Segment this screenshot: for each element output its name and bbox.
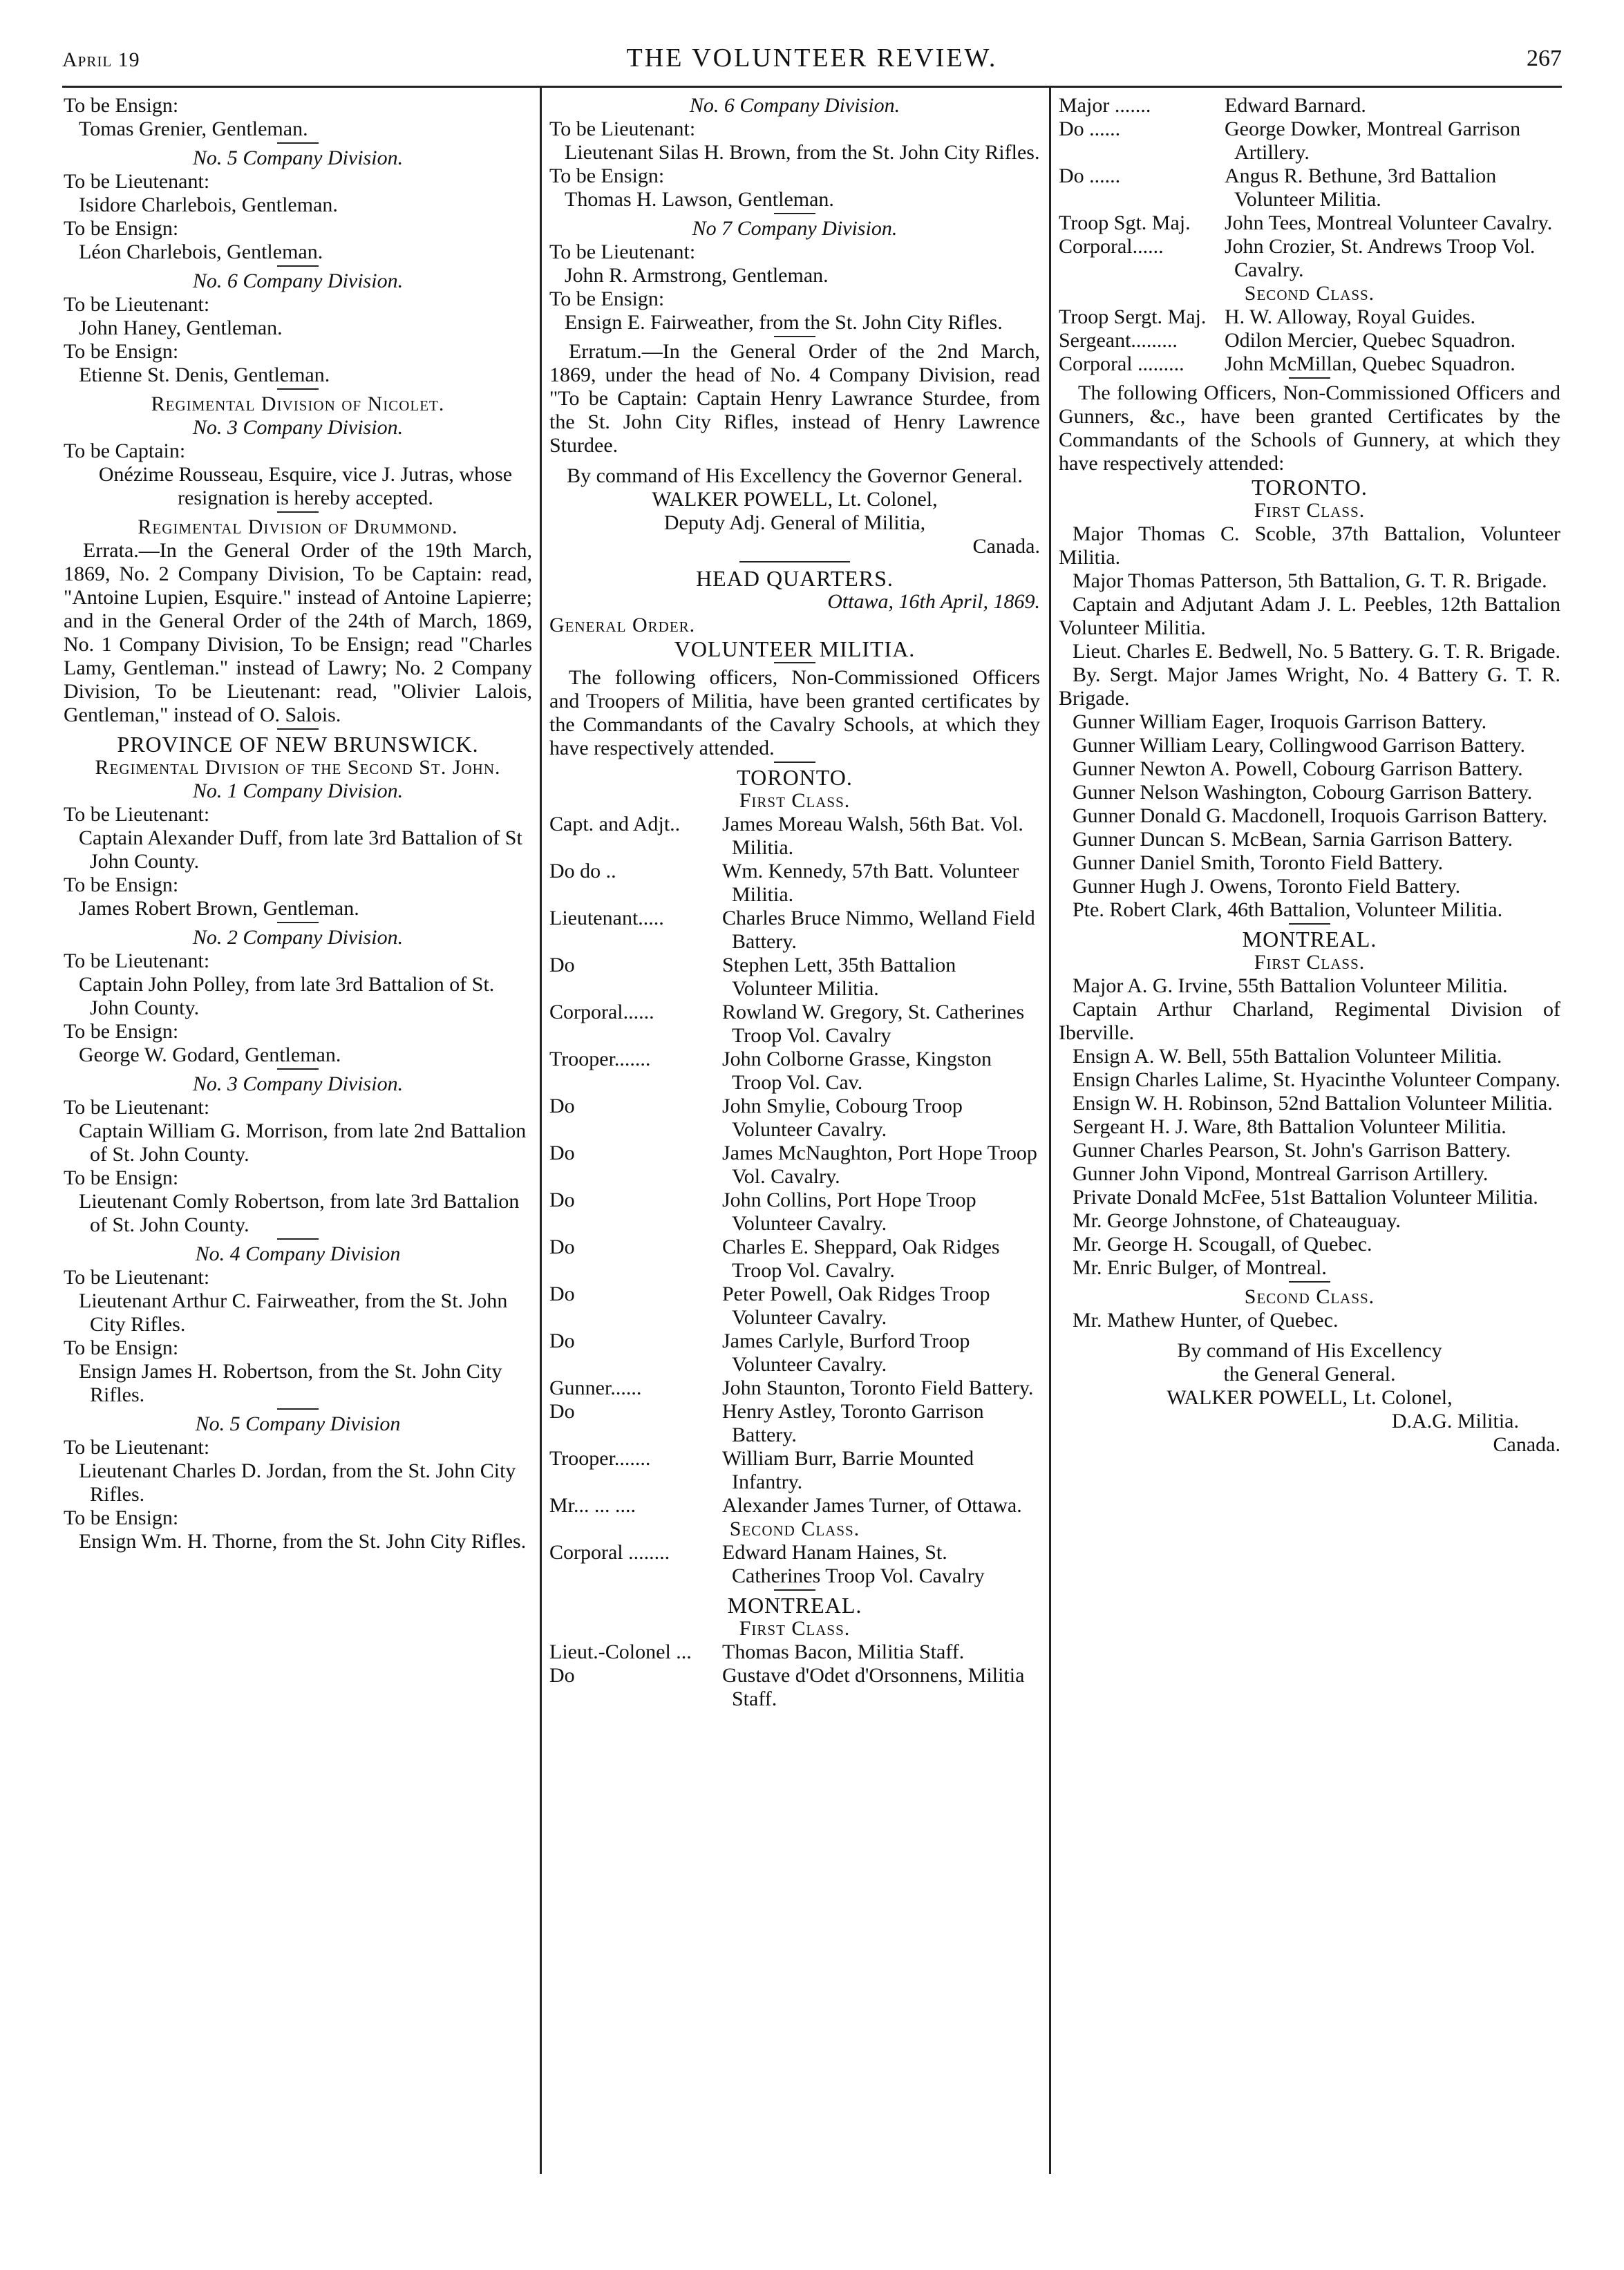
section-heading: No. 3 Company Division. [192,1072,404,1095]
erratum-paragraph: Erratum.—In the General Order of the 2nd March, 1869, under the head of No. 4 Company Division, read "To be Captain: Captain Henry Lawrance Sturdee, from the St. John City Rifles, instead of Henry Lawrence Sturdee. [549,340,1040,457]
holder-name: John Staunton, Toronto Field Battery. [722,1377,1034,1399]
separator [1289,1281,1330,1283]
rank-label: Do ...... [1059,164,1121,187]
holder-name: Peter Powell, Oak Ridges Troop Volunteer Cavalry. [722,1283,990,1329]
rank-label: Do [549,1330,575,1352]
holder-name: Charles Bruce Nimmo, Welland Field Battery. [722,907,1035,953]
holder-name: George Dowker, Montreal Garrison Artillery. [1225,117,1521,164]
appointment-entry: John R. Armstrong, Gentleman. [565,264,829,287]
holder-name: John Crozier, St. Andrews Troop Vol. Cavalry. [1225,235,1536,281]
gunnery-entry: Gunner Duncan S. McBean, Sarnia Garrison Battery. [1073,828,1513,851]
appointment-entry: Ensign James H. Robertson, from the St. John City Rifles. [79,1360,502,1406]
certificate-row [549,1048,1040,1095]
certificate-row [1059,117,1560,164]
gunnery-entry: Sergeant H. J. Ware, 8th Battalion Volunteer Militia. [1073,1115,1507,1138]
appointment-entry: Onézime Rousseau, Esquire, vice J. Jutras, whose resignation is hereby accepted. [98,463,513,509]
column-2 [549,94,1040,1711]
appointment-entry: George W. Godard, Gentleman. [79,1043,341,1066]
gunnery-list [1059,522,1560,922]
rank-label: Do [549,1664,575,1687]
city-heading: MONTREAL. [727,1593,862,1618]
hq-heading: HEAD QUARTERS. [696,566,894,591]
gunnery-entry: Gunner William Leary, Collingwood Garrison Battery. [1073,734,1526,757]
separator [774,213,815,214]
separator [277,728,319,730]
certificate-row [549,813,1040,860]
section-heading: No. 4 Company Division [195,1242,401,1265]
class-heading: Second Class. [729,1517,860,1540]
appointment-label: To be Ensign: [64,1020,179,1043]
gunnery-entry: Gunner Newton A. Powell, Cobourg Garrison Battery. [1073,757,1523,780]
separator [277,1068,319,1070]
certificate-row [549,1664,1040,1711]
class-heading: Second Class. [1244,282,1375,305]
holder-name: Alexander James Turner, of Ottawa. [722,1494,1022,1517]
appointment-label: To be Ensign: [549,164,665,187]
holder-name: John Colborne Grasse, Kingston Troop Vol. Cav. [722,1048,992,1094]
column-rule [540,87,542,2174]
section-heading: Regimental Division of Nicolet. [151,392,445,415]
class-heading: First Class. [1254,499,1366,522]
appointment-label: To be Lieutenant: [64,1096,210,1119]
holder-name: Rowland W. Gregory, St. Catherines Troop Vol. Cavalry [722,1001,1025,1047]
header-title: THE VOLUNTEER REVIEW. [626,44,998,73]
rank-label: Trooper....... [549,1447,651,1470]
appointment-label: To be Lieutenant: [549,240,696,263]
rank-label: Corporal ......... [1059,352,1184,375]
certificate-row [1059,211,1560,235]
signature-country: Canada. [972,535,1040,558]
separator [774,1589,815,1591]
holder-name: Gustave d'Odet d'Orsonnens, Militia Staff. [722,1664,1025,1710]
appointment-label: To be Lieutenant: [64,170,210,193]
class-heading: First Class. [1254,951,1366,974]
appointment-entry: Captain William G. Morrison, from late 2nd Battalion of St. John County. [79,1119,527,1166]
column-1 [64,94,532,1553]
gunnery-entry: Gunner William Eager, Iroquois Garrison Battery. [1073,710,1487,733]
holder-name: James Carlyle, Burford Troop Volunteer Cavalry. [722,1330,970,1376]
signature-title: D.A.G. Militia. [1391,1410,1519,1432]
gunnery-entry: Gunner Nelson Washington, Cobourg Garrison Battery. [1073,781,1533,804]
holder-name: Thomas Bacon, Militia Staff. [722,1640,965,1663]
rank-label: Major ....... [1059,94,1151,117]
appointment-label: To be Lieutenant: [64,1436,210,1459]
rank-label: Do [549,1283,575,1305]
appointment-entry: Lieutenant Charles D. Jordan, from the St. John City Rifles. [79,1459,516,1506]
rank-label: Do [549,1236,575,1258]
gunnery-entry: Major Thomas C. Scoble, 37th Battalion, Volunteer Militia. [1059,522,1560,569]
holder-name: Charles E. Sheppard, Oak Ridges Troop Vol. Cavalry. [722,1236,1000,1282]
rank-label: Do [549,1189,575,1211]
general-order-label: General Order. [549,614,696,636]
holder-name: H. W. Alloway, Royal Guides. [1225,305,1476,328]
province-heading: PROVINCE OF NEW BRUNSWICK. [117,732,479,757]
holder-name: Edward Barnard. [1225,94,1366,117]
gunnery-entry: Mr. George H. Scougall, of Quebec. [1073,1233,1372,1256]
appointment-label: To be Ensign: [64,217,179,240]
intro-paragraph: The following Officers, Non-Commissioned Officers and Gunners, &c., have been granted Certificates by the Commandants of the Schools of Gunnery, at which they have respectively attended: [1059,381,1560,475]
appointment-entry: Captain Alexander Duff, from late 3rd Battalion of St John County. [79,826,522,873]
separator [1289,923,1330,925]
certificate-row [549,1494,1040,1517]
rank-label: Do ...... [1059,117,1121,140]
city-heading: TORONTO. [737,765,853,790]
certificate-row [549,907,1040,954]
appointment-label: To be Lieutenant: [64,949,210,972]
rank-label: Corporal ........ [549,1541,670,1564]
section-heading: No. 6 Company Division. [192,269,404,292]
gunnery-entry: By. Sergt. Major James Wright, No. 4 Battery G. T. R. Brigade. [1059,663,1560,710]
page-header [62,43,1562,84]
holder-name: William Burr, Barrie Mounted Infantry. [722,1447,974,1493]
certificate-row [549,1377,1040,1400]
rank-label: Troop Sergt. Maj. [1059,305,1207,328]
appointment-label: To be Lieutenant: [64,293,210,316]
gunnery-entry: Private Donald McFee, 51st Battalion Volunteer Militia. [1073,1186,1538,1209]
certificate-row [1059,352,1560,376]
section-heading: No. 6 Company Division. [689,94,900,117]
rank-label: Corporal...... [549,1001,654,1023]
gunnery-entry: Gunner Daniel Smith, Toronto Field Battery. [1073,851,1444,874]
holder-name: Edward Hanam Haines, St. Catherines Troop Vol. Cavalry [722,1541,985,1587]
appointment-label: To be Ensign: [549,287,665,310]
gunnery-entry: Mr. Enric Bulger, of Montreal. [1073,1256,1327,1279]
rank-label: Troop Sgt. Maj. [1059,211,1191,234]
gunnery-list [1059,974,1560,1280]
certificate-row [549,954,1040,1001]
separator [774,762,815,763]
section-heading: No. 5 Company Division [195,1412,401,1435]
rank-label: Do do .. [549,860,616,882]
gunnery-entry: Major A. G. Irvine, 55th Battalion Volunteer Militia. [1073,974,1508,997]
section-heading: No 7 Company Division. [692,217,898,240]
certificate-row [549,1189,1040,1236]
rank-label: Mr... ... .... [549,1494,636,1517]
appointment-entry: Etienne St. Denis, Gentleman. [79,363,330,386]
certificate-list [549,1640,1040,1711]
separator [277,922,319,923]
gunnery-entry: Ensign Charles Lalime, St. Hyacinthe Volunteer Company. [1073,1068,1560,1091]
holder-name: John McMillan, Quebec Squadron. [1225,352,1516,375]
appointment-entry: Ensign E. Fairweather, from the St. John City Rifles. [565,311,1003,334]
holder-name: Odilon Mercier, Quebec Squadron. [1225,329,1516,352]
header-date: April 19 [62,48,140,71]
appointment-label: To be Ensign: [64,1336,179,1359]
signature-title: Deputy Adj. General of Militia, [663,511,926,534]
appointment-entry: Tomas Grenier, Gentleman. [79,117,308,140]
certificate-row [549,1400,1040,1447]
column-3 [1059,94,1560,1457]
header-rule [62,86,1562,88]
certificate-list [1059,305,1560,376]
holder-name: John Tees, Montreal Volunteer Cavalry. [1225,211,1553,234]
rank-label: Trooper....... [549,1048,651,1070]
rank-label: Sergeant......... [1059,329,1178,352]
certificate-row [1059,305,1560,329]
command-line: By command of His Excellency [1177,1339,1442,1362]
rank-label: Lieutenant..... [549,907,664,929]
appointment-label: To be Lieutenant: [549,117,696,140]
command-line: the General General. [1223,1363,1396,1385]
separator [277,1238,319,1240]
holder-name: Stephen Lett, 35th Battalion Volunteer Militia. [722,954,956,1000]
gunnery-entry: Lieut. Charles E. Bedwell, No. 5 Battery. G. T. R. Brigade. [1073,640,1560,663]
separator [774,662,815,663]
rank-label: Gunner...... [549,1377,642,1399]
section-heading: Regimental Division of the Second St. John. [95,756,501,779]
gunnery-entry: Ensign A. W. Bell, 55th Battalion Volunteer Militia. [1073,1045,1502,1068]
certificate-list [549,813,1040,1517]
separator [277,511,319,513]
appointment-entry: Ensign Wm. H. Thorne, from the St. John City Rifles. [79,1530,527,1553]
holder-name: John Smylie, Cobourg Troop Volunteer Cavalry. [722,1095,963,1141]
appointment-entry: Captain John Polley, from late 3rd Battalion of St. John County. [79,973,495,1019]
section-title: VOLUNTEER MILITIA. [674,636,916,661]
rank-label: Do [549,1095,575,1117]
certificate-row [549,1095,1040,1142]
appointment-label: To be Ensign: [64,340,179,363]
gunnery-entry: Gunner John Vipond, Montreal Garrison Artillery. [1073,1162,1489,1185]
rank-label: Do [549,954,575,976]
gunnery-entry: Gunner Donald G. Macdonell, Iroquois Garrison Battery. [1073,804,1548,827]
intro-paragraph: The following officers, Non-Commissioned Officers and Troopers of Militia, have been granted certificates by the Commandants of the Cavalry Schools, at which they have respectively attended. [549,666,1040,759]
column-rule [1049,87,1051,2174]
certificate-row [1059,329,1560,352]
header-page-number: 267 [1527,46,1562,71]
appointment-label: To be Ensign: [64,873,179,896]
certificate-row [549,1001,1040,1048]
separator [739,561,850,562]
gunnery-entry: Pte. Robert Clark, 46th Battalion, Volunteer Militia. [1073,898,1503,921]
holder-name: Wm. Kennedy, 57th Batt. Volunteer Militia. [722,860,1019,906]
certificate-row [549,1142,1040,1189]
errata-paragraph: Errata.—In the General Order of the 19th March, 1869, No. 2 Company Division, To be Captain: read, "Antoine Lupien, Esquire." instead of Antoine Lapierre; and in the General Order of the 24th of March, 1869, No. 1 Company Division, To be Ensign; read "Charles Lamy, Gentleman." instead of Lawry; No. 2 Company Division, To be Lieutenant: read, "Olivier Lalois, Gentleman," instead of O. Salois. [64,539,532,726]
class-heading: First Class. [739,789,851,812]
holder-name: James McNaughton, Port Hope Troop Vol. Cavalry. [722,1142,1037,1188]
appointment-entry: Lieutenant Comly Robertson, from late 3rd Battalion of St. John County. [79,1190,520,1236]
gunnery-entry: Captain Arthur Charland, Regimental Division of Iberville. [1059,998,1560,1044]
city-heading: TORONTO. [1252,475,1368,500]
separator [277,388,319,390]
gunnery-entry: Mr. George Johnstone, of Chateauguay. [1073,1209,1401,1232]
gunnery-entry: Mr. Mathew Hunter, of Quebec. [1073,1309,1339,1332]
appointment-label: To be Lieutenant: [64,1266,210,1289]
holder-name: Henry Astley, Toronto Garrison Battery. [722,1400,984,1446]
command-line: By command of His Excellency the Governor General. [567,464,1023,487]
certificate-list [549,1541,1040,1588]
signature-name: WALKER POWELL, Lt. Colonel, [1167,1386,1453,1409]
section-heading: No. 3 Company Division. [192,416,404,439]
appointment-entry: Isidore Charlebois, Gentleman. [79,193,338,216]
rank-label: Corporal...... [1059,235,1164,258]
section-heading: No. 5 Company Division. [192,146,404,169]
gunnery-entry: Captain and Adjutant Adam J. L. Peebles, 12th Battalion Volunteer Militia. [1059,593,1560,639]
holder-name: Angus R. Bethune, 3rd Battalion Volunteer Militia. [1225,164,1497,211]
signature-country: Canada. [1493,1433,1560,1456]
certificate-row [549,1283,1040,1330]
rank-label: Do [549,1142,575,1164]
separator [774,336,815,337]
appointment-entry: Léon Charlebois, Gentleman. [79,240,323,263]
separator [277,1408,319,1410]
appointment-entry: Thomas H. Lawson, Gentleman. [565,188,834,211]
gunnery-entry: Ensign W. H. Robinson, 52nd Battalion Volunteer Militia. [1073,1092,1553,1115]
rank-label: Capt. and Adjt.. [549,813,681,835]
appointment-label: To be Lieutenant: [64,803,210,826]
gunnery-entry: Gunner Hugh J. Owens, Toronto Field Battery. [1073,875,1461,898]
appointment-label: To be Captain: [64,439,186,462]
section-heading: Regimental Division of Drummond. [138,516,458,538]
certificate-row [549,860,1040,907]
city-heading: MONTREAL. [1242,927,1377,952]
place-date: Ottawa, 16th April, 1869. [827,590,1040,613]
holder-name: John Collins, Port Hope Troop Volunteer Cavalry. [722,1189,976,1235]
certificate-row [1059,94,1560,117]
gunnery-entry: Major Thomas Patterson, 5th Battalion, G. T. R. Brigade. [1073,569,1547,592]
class-heading: Second Class. [1244,1285,1375,1308]
class-heading: First Class. [739,1617,851,1640]
certificate-row [549,1236,1040,1283]
holder-name: James Moreau Walsh, 56th Bat. Vol. Militia. [722,813,1023,859]
section-heading: No. 1 Company Division. [192,779,404,802]
separator [1289,377,1330,379]
certificate-row [1059,164,1560,211]
certificate-row [549,1541,1040,1588]
certificate-row [549,1640,1040,1664]
certificate-row [1059,235,1560,282]
separator [277,142,319,144]
appointment-entry: Lieutenant Arthur C. Fairweather, from the St. John City Rifles. [79,1289,508,1336]
separator [277,265,319,267]
certificate-row [549,1447,1040,1494]
appointment-entry: John Haney, Gentleman. [79,316,283,339]
signature-name: WALKER POWELL, Lt. Colonel, [652,488,938,511]
appointment-label: To be Ensign: [64,1506,179,1529]
rank-label: Lieut.-Colonel ... [549,1640,692,1663]
section-heading: No. 2 Company Division. [192,926,404,949]
certificate-row [549,1330,1040,1377]
certificate-list [1059,94,1560,282]
appointment-entry: Lieutenant Silas H. Brown, from the St. John City Rifles. [565,141,1040,164]
rank-label: Do [549,1400,575,1423]
gunnery-entry: Gunner Charles Pearson, St. John's Garrison Battery. [1073,1139,1511,1162]
appointment-entry: James Robert Brown, Gentleman. [79,897,359,920]
appointment-label: To be Ensign: [64,1166,179,1189]
appointment-label: To be Ensign: [64,94,179,117]
